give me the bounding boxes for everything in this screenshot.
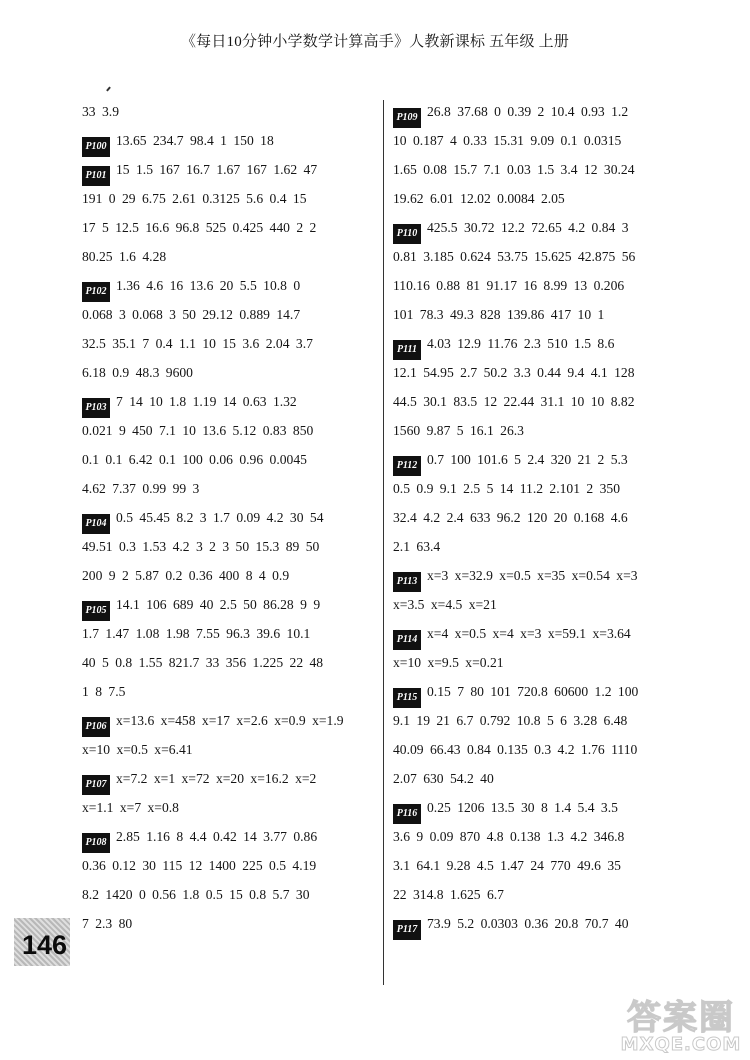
answer-line [82, 445, 372, 474]
answers-column-left [82, 97, 372, 938]
page-header-title: 《每日10分钟小学数学计算高手》人教新课标 五年级 上册 [180, 34, 570, 50]
answer-line [393, 97, 718, 126]
answer-text: 15 1.5 167 16.7 1.67 167 1.62 47 [116, 162, 318, 177]
answer-text: 1.65 0.08 15.7 7.1 0.03 1.5 3.4 12 30.24 [393, 162, 635, 177]
answer-text: 4.03 12.9 11.76 2.3 510 1.5 8.6 [427, 336, 615, 351]
page-ref-tag: P103 [82, 398, 110, 418]
watermark-text: 答案圈 [627, 998, 735, 1038]
answer-line [393, 387, 718, 416]
answer-line [393, 300, 718, 329]
answer-line [393, 822, 718, 851]
answer-line [82, 213, 372, 242]
answer-text: 19.62 6.01 12.02 0.0084 2.05 [393, 191, 565, 206]
answer-line [393, 213, 718, 242]
page-ref-tag: P117 [393, 920, 421, 940]
page-ref-tag: P114 [393, 630, 421, 650]
answer-text: 191 0 29 6.75 2.61 0.3125 5.6 0.4 15 [82, 191, 307, 206]
answer-text: x=13.6 x=458 x=17 x=2.6 x=0.9 x=1.9 [116, 713, 344, 728]
answer-text: 110.16 0.88 81 91.17 16 8.99 13 0.206 [393, 278, 625, 293]
answer-text: 3.6 9 0.09 870 4.8 0.138 1.3 4.2 346.8 [393, 829, 625, 844]
answer-line [393, 329, 718, 358]
answer-text: 0.81 3.185 0.624 53.75 15.625 42.875 56 [393, 249, 636, 264]
column-divider [383, 100, 384, 985]
answer-line [393, 619, 718, 648]
answer-line [393, 735, 718, 764]
answer-line [82, 619, 372, 648]
answer-text: 2.85 1.16 8 4.4 0.42 14 3.77 0.86 [116, 829, 318, 844]
page-ref-tag: P106 [82, 717, 110, 737]
answer-text: 80.25 1.6 4.28 [82, 249, 167, 264]
page-ref-tag: P110 [393, 224, 421, 244]
answer-line [82, 677, 372, 706]
answer-line [82, 474, 372, 503]
answer-text: x=3.5 x=4.5 x=21 [393, 597, 497, 612]
answer-text: x=7.2 x=1 x=72 x=20 x=16.2 x=2 [116, 771, 317, 786]
answer-text: 101 78.3 49.3 828 139.86 417 10 1 [393, 307, 605, 322]
answer-text: 0.25 1206 13.5 30 8 1.4 5.4 3.5 [427, 800, 618, 815]
answer-text: 3.1 64.1 9.28 4.5 1.47 24 770 49.6 35 [393, 858, 621, 873]
answer-text: 10 0.187 4 0.33 15.31 9.09 0.1 0.0315 [393, 133, 622, 148]
answer-line [393, 706, 718, 735]
page-number-badge [14, 918, 70, 966]
answer-text: 1.7 1.47 1.08 1.98 7.55 96.3 39.6 10.1 [82, 626, 311, 641]
answer-text: 49.51 0.3 1.53 4.2 3 2 3 50 15.3 89 50 [82, 539, 320, 554]
page-ref-tag: P113 [393, 572, 421, 592]
answer-line [82, 242, 372, 271]
answer-line [393, 184, 718, 213]
answer-line [393, 126, 718, 155]
page-ref-tag: P104 [82, 514, 110, 534]
answer-line [82, 329, 372, 358]
answer-line [393, 416, 718, 445]
watermark-url: MXQE.COM [620, 1034, 742, 1055]
answer-line [82, 358, 372, 387]
answer-line [393, 561, 718, 590]
answer-line [82, 155, 372, 184]
watermark-logo [616, 990, 746, 1058]
answer-line [393, 503, 718, 532]
page-ref-tag: P101 [82, 166, 110, 186]
answer-text: 0.7 100 101.6 5 2.4 320 21 2 5.3 [427, 452, 628, 467]
answer-text: 9.1 19 21 6.7 0.792 10.8 5 6 3.28 6.48 [393, 713, 628, 728]
answer-line [393, 532, 718, 561]
answer-line [82, 909, 372, 938]
answer-text: 33 3.9 [82, 104, 119, 119]
answer-text: 0.5 0.9 9.1 2.5 5 14 11.2 2.101 2 350 [393, 481, 621, 496]
answer-line [82, 764, 372, 793]
answer-line [82, 822, 372, 851]
answer-line [393, 155, 718, 184]
answer-line [82, 706, 372, 735]
answer-line [82, 851, 372, 880]
answer-text: 32.5 35.1 7 0.4 1.1 10 15 3.6 2.04 3.7 [82, 336, 313, 351]
answer-line [82, 271, 372, 300]
answer-line [393, 677, 718, 706]
answer-line [82, 561, 372, 590]
answer-text: 40 5 0.8 1.55 821.7 33 356 1.225 22 48 [82, 655, 324, 670]
answer-line [393, 271, 718, 300]
answer-text: 22 314.8 1.625 6.7 [393, 887, 504, 902]
answer-text: 7 2.3 80 [82, 916, 133, 931]
answer-line [82, 184, 372, 213]
answer-text: 13.65 234.7 98.4 1 150 18 [116, 133, 274, 148]
page-ref-tag: P108 [82, 833, 110, 853]
answer-line [82, 735, 372, 764]
answer-line [393, 909, 718, 938]
page-ref-tag: P100 [82, 137, 110, 157]
answer-text: 0.1 0.1 6.42 0.1 100 0.06 0.96 0.0045 [82, 452, 307, 467]
answer-text: 1560 9.87 5 16.1 26.3 [393, 423, 524, 438]
answer-text: 14.1 106 689 40 2.5 50 86.28 9 9 [116, 597, 321, 612]
answer-text: 26.8 37.68 0 0.39 2 10.4 0.93 1.2 [427, 104, 629, 119]
answer-text: 200 9 2 5.87 0.2 0.36 400 8 4 0.9 [82, 568, 290, 583]
answer-line [82, 532, 372, 561]
answer-text: 425.5 30.72 12.2 72.65 4.2 0.84 3 [427, 220, 629, 235]
answer-line [393, 793, 718, 822]
answer-line [393, 358, 718, 387]
answer-text: 1 8 7.5 [82, 684, 126, 699]
answer-text: 32.4 4.2 2.4 633 96.2 120 20 0.168 4.6 [393, 510, 628, 525]
answer-line [82, 793, 372, 822]
answer-text: x=10 x=9.5 x=0.21 [393, 655, 504, 670]
answer-line [82, 880, 372, 909]
answer-text: 2.1 63.4 [393, 539, 441, 554]
answer-text: 44.5 30.1 83.5 12 22.44 31.1 10 10 8.82 [393, 394, 635, 409]
page-ref-tag: P115 [393, 688, 421, 708]
answer-text: 7 14 10 1.8 1.19 14 0.63 1.32 [116, 394, 297, 409]
answer-text: x=10 x=0.5 x=6.41 [82, 742, 193, 757]
answer-line [393, 474, 718, 503]
page-ref-tag: P102 [82, 282, 110, 302]
answer-text: x=1.1 x=7 x=0.8 [82, 800, 179, 815]
answer-line [393, 851, 718, 880]
answer-text: x=4 x=0.5 x=4 x=3 x=59.1 x=3.64 [427, 626, 631, 641]
answer-line [393, 590, 718, 619]
answer-text: 2.07 630 54.2 40 [393, 771, 494, 786]
page-ref-tag: P109 [393, 108, 421, 128]
answer-text: 0.068 3 0.068 3 50 29.12 0.889 14.7 [82, 307, 301, 322]
answer-line [82, 387, 372, 416]
answer-line [82, 97, 372, 126]
answer-line [393, 242, 718, 271]
answer-text: 40.09 66.43 0.84 0.135 0.3 4.2 1.76 1110 [393, 742, 638, 757]
answer-text: 4.62 7.37 0.99 99 3 [82, 481, 200, 496]
answer-line [82, 648, 372, 677]
answer-text: 12.1 54.95 2.7 50.2 3.3 0.44 9.4 4.1 128 [393, 365, 635, 380]
answer-text: 73.9 5.2 0.0303 0.36 20.8 70.7 40 [427, 916, 629, 931]
answer-line [82, 590, 372, 619]
answer-text: 1.36 4.6 16 13.6 20 5.5 10.8 0 [116, 278, 301, 293]
stray-mark [106, 86, 111, 91]
page-ref-tag: P107 [82, 775, 110, 795]
answer-line [82, 300, 372, 329]
answer-line [82, 503, 372, 532]
answers-column-right [393, 97, 718, 938]
answer-text: 0.021 9 450 7.1 10 13.6 5.12 0.83 850 [82, 423, 314, 438]
page-ref-tag: P112 [393, 456, 421, 476]
page-ref-tag: P116 [393, 804, 421, 824]
answer-line [393, 445, 718, 474]
answer-line [82, 126, 372, 155]
answer-text: 6.18 0.9 48.3 9600 [82, 365, 193, 380]
page-ref-tag: P111 [393, 340, 421, 360]
answer-text: x=3 x=32.9 x=0.5 x=35 x=0.54 x=3 [427, 568, 638, 583]
answer-text: 0.5 45.45 8.2 3 1.7 0.09 4.2 30 54 [116, 510, 324, 525]
answer-text: 8.2 1420 0 0.56 1.8 0.5 15 0.8 5.7 30 [82, 887, 310, 902]
page-ref-tag: P105 [82, 601, 110, 621]
answer-line [393, 764, 718, 793]
answer-line [393, 880, 718, 909]
page-number: 146 [22, 930, 68, 960]
answer-text: 0.15 7 80 101 720.8 60600 1.2 100 [427, 684, 639, 699]
answer-text: 17 5 12.5 16.6 96.8 525 0.425 440 2 2 [82, 220, 317, 235]
answer-text: 0.36 0.12 30 115 12 1400 225 0.5 4.19 [82, 858, 317, 873]
answer-line [393, 648, 718, 677]
answer-line [82, 416, 372, 445]
